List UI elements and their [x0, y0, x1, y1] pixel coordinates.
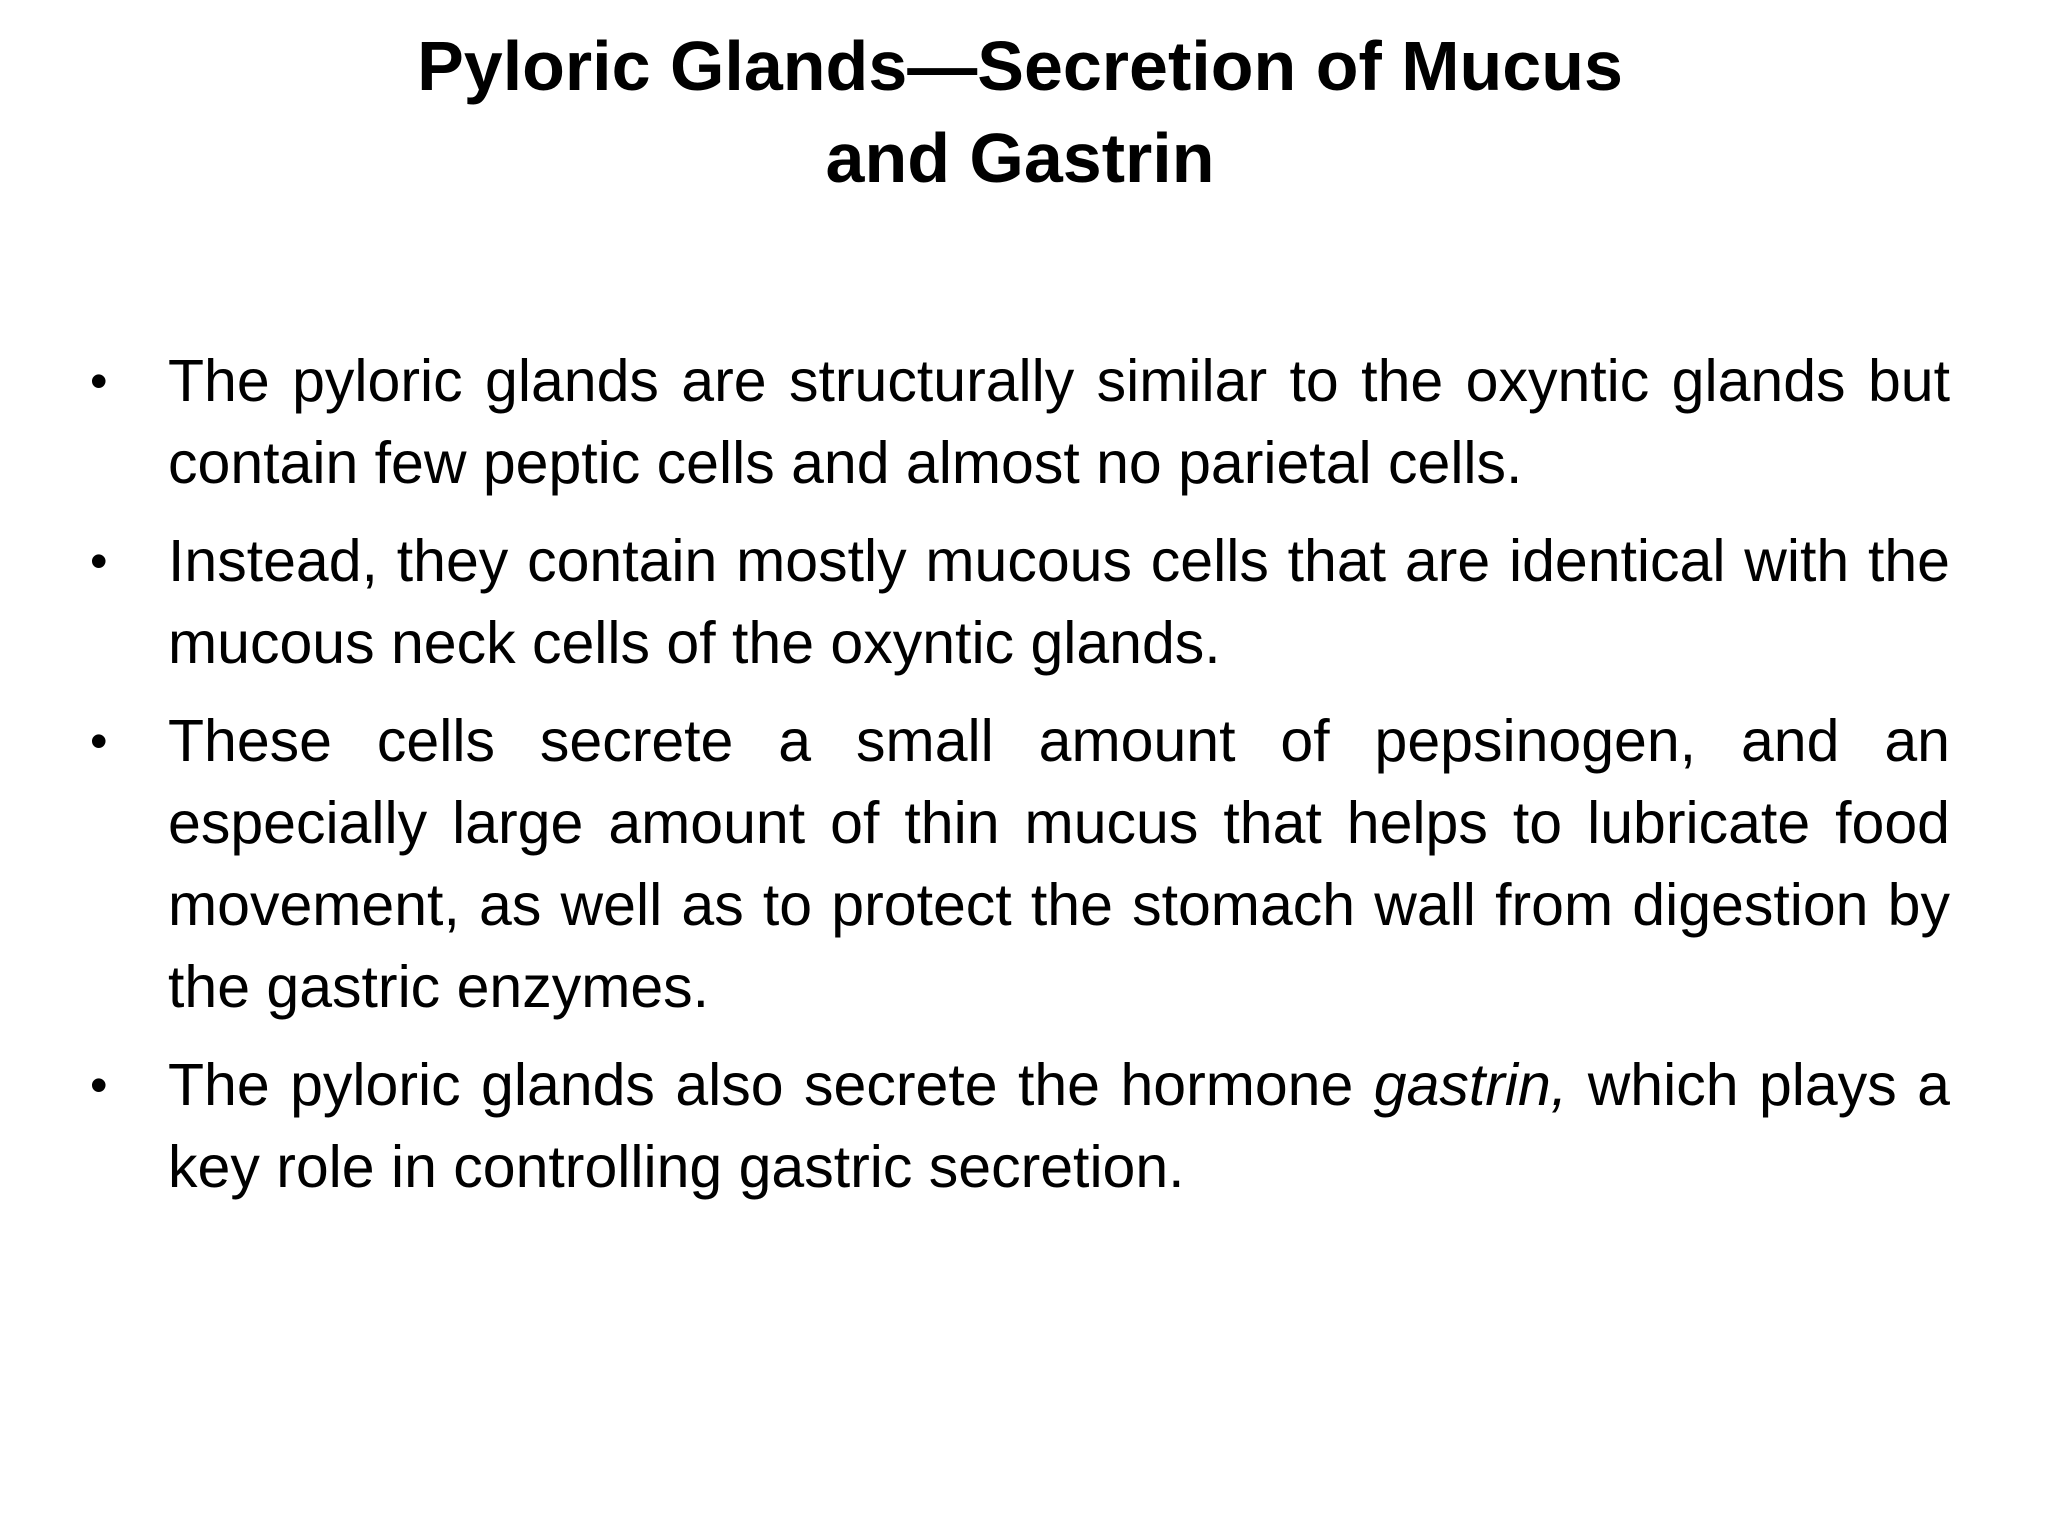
- slide-title: [220, 20, 1820, 204]
- bullet-text-4: [168, 1044, 1950, 1208]
- slide-title-line-2: and Gastrin: [825, 119, 1215, 197]
- bullet-item-3: [80, 700, 1950, 1028]
- slide-title-line-1: Pyloric Glands—Secretion of Mucus: [417, 27, 1623, 105]
- bullet-icon: •: [90, 713, 108, 769]
- bullet-text-4-after: which plays a key role in controlling gastric secretion.: [168, 1052, 1950, 1200]
- bullet-icon: •: [90, 533, 108, 589]
- bullet-list: [80, 340, 1950, 1224]
- bullet-text-4-before: The pyloric glands also secrete the hormone: [168, 1052, 1374, 1118]
- gastrin-term: gastrin,: [1373, 1052, 1568, 1118]
- bullet-item-1: [80, 340, 1950, 504]
- bullet-icon: •: [90, 1057, 108, 1113]
- bullet-text-3: These cells secrete a small amount of pepsinogen, and an especially large amount of thin mucus that helps to lubricate food movement, as well as to protect the stomach wall from digestion by the gastric enzymes.: [168, 708, 1950, 1020]
- bullet-item-2: [80, 520, 1950, 684]
- bullet-icon: •: [90, 353, 108, 409]
- bullet-text-1: The pyloric glands are structurally similar to the oxyntic glands but contain few peptic cells and almost no parietal cells.: [168, 348, 1950, 496]
- bullet-item-4: [80, 1044, 1950, 1208]
- bullet-text-2: Instead, they contain mostly mucous cells that are identical with the mucous neck cells of the oxyntic glands.: [168, 528, 1950, 676]
